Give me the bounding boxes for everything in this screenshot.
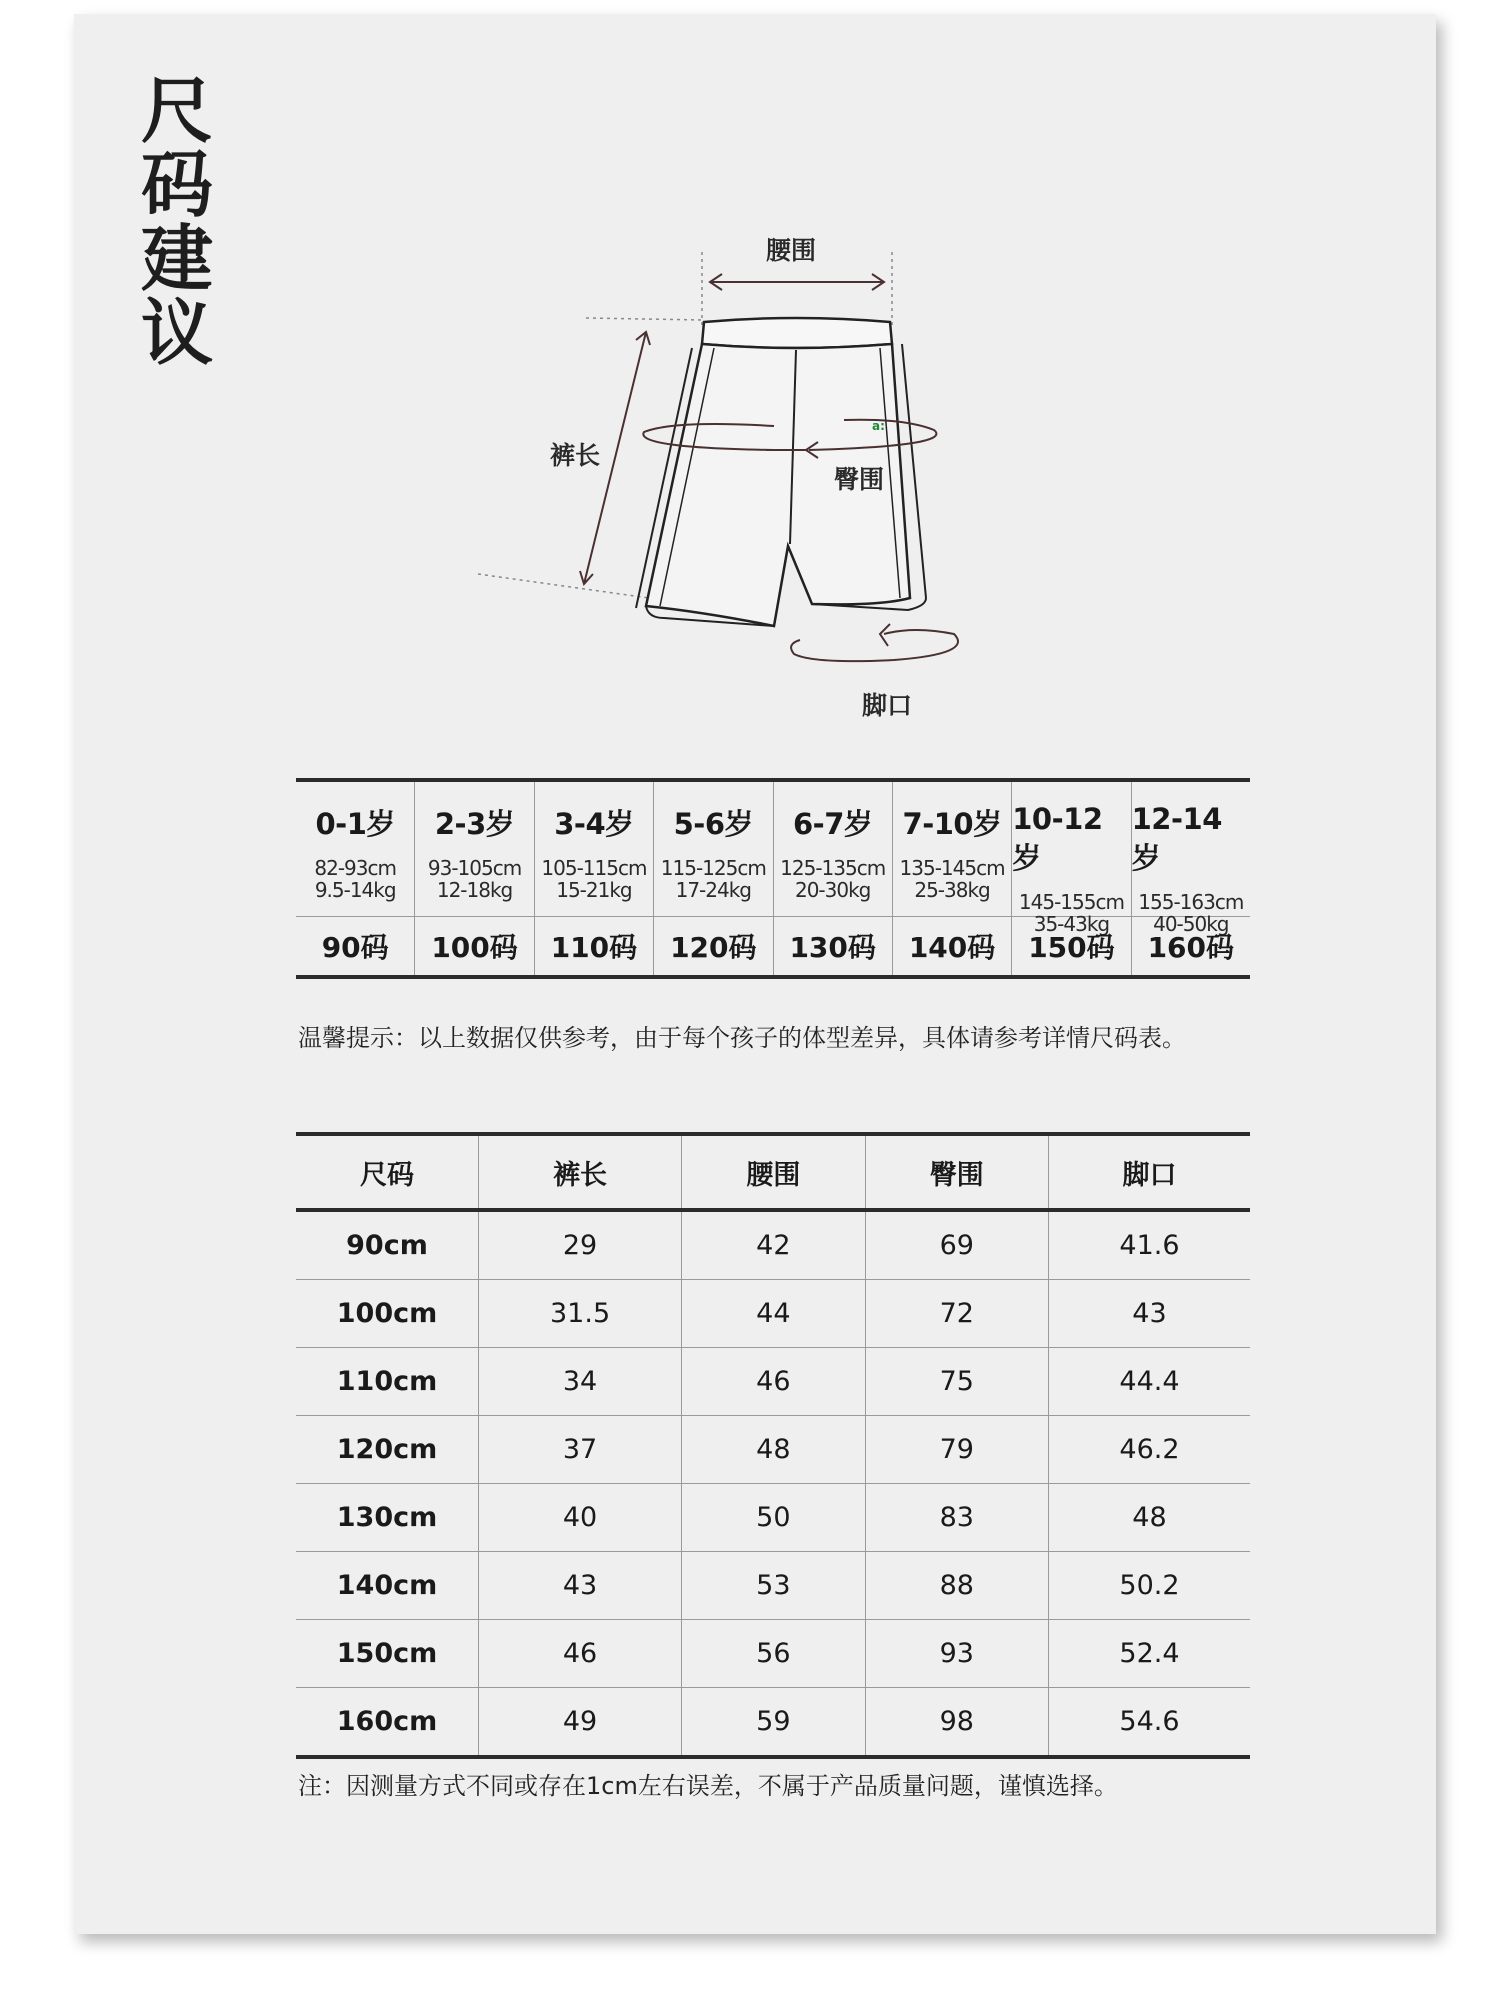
measure-cell: 52.4	[1048, 1620, 1250, 1688]
column-header: 脚口	[1048, 1134, 1250, 1210]
weight-range: 40-50kg	[1153, 912, 1229, 936]
table-row	[296, 1210, 1250, 1280]
column-header: 裤长	[479, 1134, 682, 1210]
measure-cell: 59	[682, 1688, 865, 1758]
age-label: 6-7岁	[792, 807, 873, 841]
table-row	[296, 1552, 1250, 1620]
table-row	[296, 1348, 1250, 1416]
measure-cell: 29	[479, 1210, 682, 1280]
measure-cell: 41.6	[1048, 1210, 1250, 1280]
age-column	[534, 782, 653, 975]
title-char: 议	[140, 291, 213, 375]
height-range: 115-125cm	[660, 856, 766, 880]
hem-label: 脚口	[862, 691, 913, 720]
age-column	[1011, 782, 1130, 975]
weight-range: 9.5-14kg	[314, 878, 396, 902]
measure-cell: 34	[479, 1348, 682, 1416]
recommended-size: 140码	[908, 931, 996, 964]
measure-cell: 50	[682, 1484, 865, 1552]
size-cell: 90cm	[346, 1230, 428, 1261]
table-row	[296, 1484, 1250, 1552]
measure-cell: 40	[479, 1484, 682, 1552]
measure-cell: 56	[682, 1620, 865, 1688]
column-header: 腰围	[682, 1134, 865, 1210]
age-info	[774, 782, 892, 917]
age-info	[415, 782, 533, 917]
size-cell: 130cm	[296, 1484, 479, 1552]
measurement-table	[296, 1132, 1250, 1759]
age-column	[653, 782, 772, 975]
age-info	[296, 782, 414, 917]
tip-text: 温馨提示：以上数据仅供参考，由于每个孩子的体型差异，具体请参考详情尺码表。	[298, 1024, 1186, 1052]
height-range: 82-93cm	[314, 856, 396, 880]
measure-cell: 43	[479, 1552, 682, 1620]
age-info	[1012, 782, 1130, 936]
measure-cell: 44.4	[1048, 1348, 1250, 1416]
recommended-size: 100码	[431, 931, 518, 964]
age-info	[535, 782, 653, 917]
measure-cell: 53	[682, 1552, 865, 1620]
measure-cell: 46	[479, 1620, 682, 1688]
measure-cell: 31.5	[479, 1280, 682, 1348]
age-label: 3-4岁	[554, 807, 634, 841]
measure-cell: 48	[682, 1416, 865, 1484]
table-row	[296, 1688, 1250, 1758]
table-row	[296, 1620, 1250, 1688]
measure-cell: 79	[865, 1416, 1048, 1484]
table-row	[296, 1280, 1250, 1348]
recommended-size: 90码	[321, 931, 389, 964]
weight-range: 25-38kg	[914, 878, 990, 902]
measure-cell: 44	[682, 1280, 865, 1348]
measure-cell: 54.6	[1048, 1688, 1250, 1758]
size-cell: 140cm	[296, 1552, 479, 1620]
age-column	[296, 782, 414, 975]
measure-cell: 98	[865, 1688, 1048, 1758]
size-cell: 160cm	[296, 1688, 479, 1758]
length-label: 裤长	[550, 441, 601, 470]
height-range: 145-155cm	[1018, 890, 1124, 914]
measure-cell: 69	[865, 1210, 1048, 1280]
measure-cell: 42	[682, 1210, 865, 1280]
age-label: 5-6岁	[673, 807, 754, 841]
age-column	[1131, 782, 1250, 975]
height-range: 135-145cm	[899, 856, 1005, 880]
weight-range: 15-21kg	[556, 878, 632, 902]
measure-cell: 72	[865, 1280, 1048, 1348]
waist-label: 腰围	[766, 236, 817, 265]
measure-cell: 43	[1048, 1280, 1250, 1348]
size-guide-card	[74, 14, 1436, 1934]
size-cell: 150cm	[296, 1620, 479, 1688]
measure-cell: 49	[479, 1688, 682, 1758]
measure-cell: 93	[865, 1620, 1048, 1688]
measure-cell: 83	[865, 1484, 1048, 1552]
weight-range: 20-30kg	[794, 878, 871, 902]
recommended-size: 130码	[789, 931, 876, 964]
height-range: 125-135cm	[780, 856, 886, 880]
weight-range: 12-18kg	[436, 878, 513, 902]
recommended-size: 120码	[670, 931, 757, 964]
age-column	[414, 782, 533, 975]
measure-cell: 75	[865, 1348, 1048, 1416]
measure-cell: 46.2	[1048, 1416, 1250, 1484]
note-text: 注：因测量方式不同或存在1cm左右误差，不属于产品质量问题，谨慎选择。	[298, 1772, 1118, 1800]
age-column	[773, 782, 892, 975]
size-cell: 100cm	[296, 1280, 479, 1348]
hip-label: 臀围	[834, 465, 885, 494]
measure-cell: 88	[865, 1552, 1048, 1620]
age-label: 7-10岁	[902, 807, 1002, 841]
size-cell: 120cm	[296, 1416, 479, 1484]
measure-cell: 46	[682, 1348, 865, 1416]
age-info	[1131, 782, 1250, 936]
age-column	[892, 782, 1011, 975]
measure-cell: 37	[479, 1416, 682, 1484]
shorts-diagram	[74, 14, 1436, 734]
age-size-table	[296, 778, 1250, 979]
recommended-size: 160码	[1147, 931, 1235, 964]
column-header: 尺码	[296, 1134, 479, 1210]
measure-cell: 50.2	[1048, 1552, 1250, 1620]
recommended-size: 150码	[1028, 931, 1115, 964]
weight-range: 17-24kg	[675, 878, 752, 902]
age-label: 0-1岁	[315, 807, 395, 841]
height-range: 105-115cm	[541, 856, 647, 880]
height-range: 155-163cm	[1138, 890, 1244, 914]
title-char: 尺	[140, 69, 213, 153]
measure-cell: 48	[1048, 1484, 1250, 1552]
weight-range: 35-43kg	[1033, 912, 1110, 936]
height-range: 93-105cm	[427, 856, 522, 880]
brand-logo: a:	[872, 419, 885, 433]
age-info	[893, 782, 1011, 917]
age-label: 10-12岁	[1012, 802, 1103, 875]
table-row	[296, 1416, 1250, 1484]
title-char: 码	[140, 143, 213, 227]
age-label: 12-14岁	[1131, 802, 1222, 875]
title-char: 建	[140, 217, 213, 301]
size-cell: 110cm	[296, 1348, 479, 1416]
recommended-size: 110码	[550, 931, 638, 964]
age-label: 2-3岁	[434, 807, 515, 841]
age-info	[654, 782, 772, 917]
hem-arrow	[791, 630, 958, 661]
column-header: 臀围	[865, 1134, 1048, 1210]
